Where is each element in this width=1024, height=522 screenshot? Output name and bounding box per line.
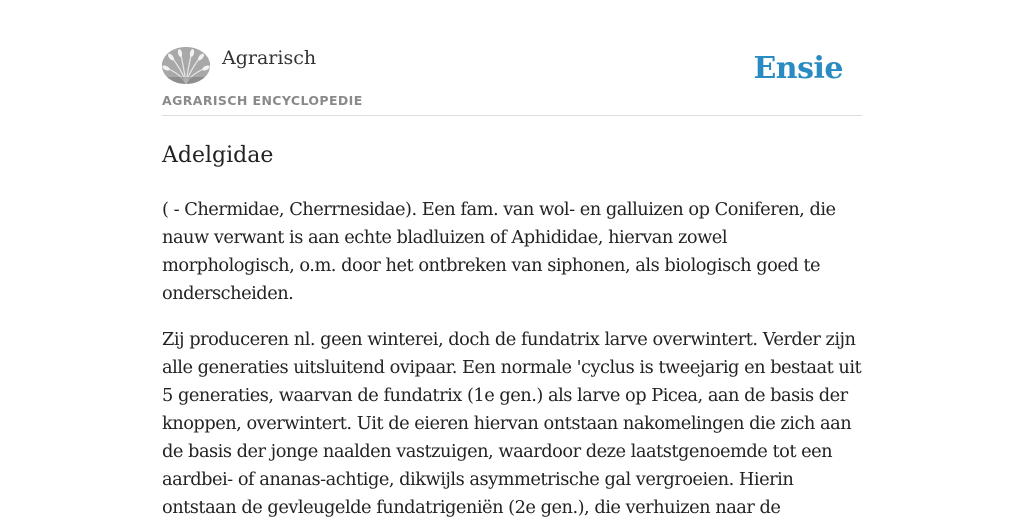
article-title: Adelgidae (162, 143, 274, 168)
publication-subtitle: AGRARISCH ENCYCLOPEDIE (162, 93, 363, 108)
wheat-icon[interactable] (162, 47, 210, 84)
page-content (162, 0, 862, 522)
article-paragraph: ( - Chermidae, Cherrnesidae). Een fam. van wol- en galluizen op Coniferen, die nauw verwant is aan echte bladluizen of Aphididae, hiervan zowel morphologisch, o.m. door het ontbreken van siphonen, als biologisch goed te onderscheiden. (162, 199, 836, 304)
ensie-logo-link[interactable]: Ensie (753, 51, 843, 86)
article-paragraph: Zij produceren nl. geen winterei, doch de fundatrix larve overwintert. Verder zijn alle generaties uitsluitend ovipaar. Een normale 'cyclus is tweejarig en bestaat uit 5 generaties, waarvan de fundatrix (1e gen.) als larve op Picea, aan de basis der knoppen, overwintert. Uit de eieren hiervan ontstaan nakomelingen die zich aan de basis der jonge naalden vastzuigen, waardoor deze laatstgenoemde tot een aardbei- of ananas-achtige, dikwijls asymmetrische gal vergroeien. Hierin ontstaan de gevleugelde fundatrigeniën (2e gen.), die verhuizen naar de (162, 329, 862, 518)
publication-header (162, 0, 862, 116)
publication-title[interactable]: Agrarisch (222, 47, 317, 69)
